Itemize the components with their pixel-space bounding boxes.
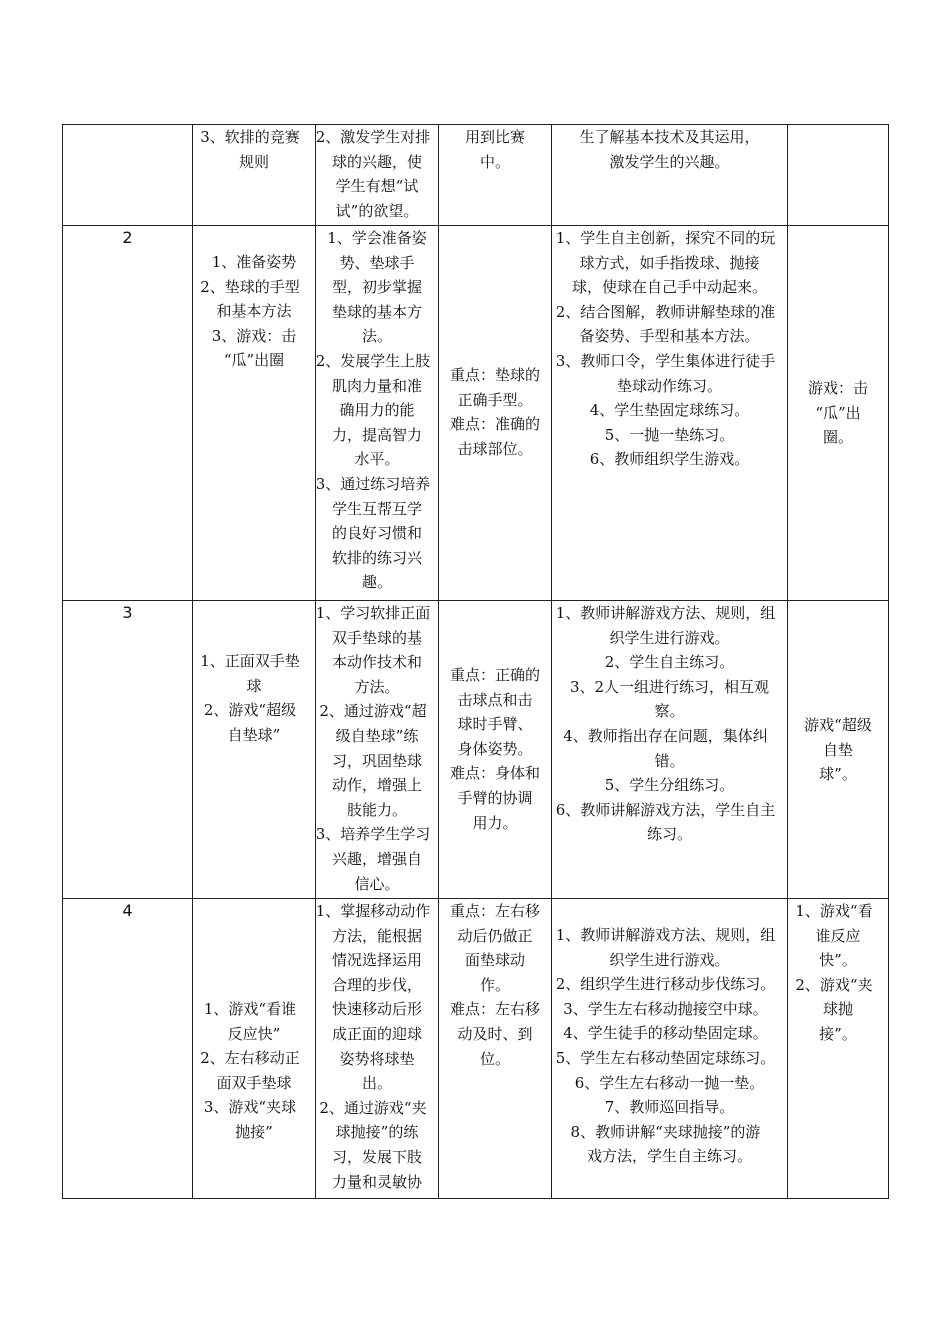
cell-line: 面双手垫球	[216, 1073, 292, 1092]
cell-line: 力，提高智力	[331, 425, 422, 444]
keypoints-cell	[439, 899, 552, 1199]
table-row	[63, 226, 889, 601]
cell-line: 5、学生分组练习。	[604, 776, 735, 795]
lesson-plan-table	[62, 124, 889, 1199]
cell-line: 2、通过游戏“夹	[319, 1098, 427, 1117]
cell-line: 接”。	[819, 1024, 857, 1043]
cell-line: 手臂的协调	[457, 788, 533, 807]
content-cell	[193, 125, 316, 226]
cell-line: 垫球动作练习。	[616, 376, 722, 395]
cell-line: 重点：正确的	[449, 666, 540, 684]
cell-line: 球方式，如手指拨球、抛接	[579, 253, 760, 272]
cell-line: 4、学生垫固定球练习。	[589, 401, 750, 420]
cell-line: 球时手臂、	[457, 715, 533, 734]
cell-line: 的良好习惯和	[331, 524, 422, 543]
cell-line: 察。	[654, 702, 685, 721]
cell-line: 2、学生自主练习。	[604, 653, 735, 672]
cell-line: 球”。	[819, 765, 857, 784]
methods-cell	[552, 601, 788, 899]
lesson-number-cell: 2	[63, 226, 193, 601]
content-cell	[193, 601, 316, 899]
cell-line: 7、教师巡回指导。	[604, 1098, 735, 1117]
cell-line: 自垫	[822, 740, 853, 759]
cell-line: 确用力的能	[339, 401, 415, 420]
goals-cell	[316, 899, 439, 1199]
cell-line: 信心。	[354, 874, 400, 893]
cell-line: 重点：垫球的	[449, 366, 540, 384]
cell-line: 1、学习软排正面	[315, 604, 431, 622]
cell-line: 自垫球”	[227, 725, 281, 744]
activity-cell	[788, 226, 889, 601]
cell-line: 织学生进行游戏。	[609, 628, 730, 647]
cell-line: 和基本方法	[216, 302, 292, 321]
cell-line: 肢能力。	[346, 800, 407, 819]
cell-line: 1、正面双手垫	[200, 652, 300, 670]
cell-line: 3、游戏“夹球	[203, 1098, 297, 1117]
cell-line: 垫球的基本方	[331, 302, 422, 321]
content-cell	[193, 226, 316, 601]
cell-line: 2、激发学生对排	[315, 128, 431, 146]
cell-line: 方法，能根据	[331, 926, 422, 945]
goals-cell	[316, 125, 439, 226]
cell-line: 作。	[479, 975, 510, 994]
cell-line: 5、一抛一垫练习。	[604, 425, 735, 444]
cell-line: 势、垫球手	[339, 253, 415, 272]
cell-line: 1、游戏“看谁	[203, 1000, 297, 1018]
cell-line: 动后仍做正	[457, 926, 533, 945]
cell-line: 3、软排的竞赛	[200, 128, 300, 146]
cell-line: 习，发展下肢	[331, 1147, 422, 1166]
cell-line: 动作，增强上	[331, 776, 422, 795]
cell-line: 2、游戏“夹	[795, 975, 873, 994]
cell-line: 6、教师讲解游戏方法，学生自主	[555, 800, 776, 819]
cell-line: 6、教师组织学生游戏。	[589, 450, 750, 469]
keypoints-cell	[439, 226, 552, 601]
cell-line: 合理的步伐，	[331, 975, 422, 994]
table-row	[63, 125, 889, 226]
cell-line: 级自垫球”练	[335, 726, 419, 745]
cell-line: 中。	[479, 152, 510, 171]
cell-line: 4、教师指出存在问题，集体纠	[563, 726, 768, 745]
cell-line: 5、学生左右移动垫固定球练习。	[555, 1048, 776, 1067]
cell-line: “瓜”出圈	[223, 351, 285, 370]
cell-line: 情况选择运用	[331, 951, 422, 970]
cell-line: 双手垫球的基	[331, 628, 422, 647]
cell-line: 生了解基本技术及其运用，	[579, 128, 760, 146]
cell-line: 4、学生徒手的移动垫固定球。	[563, 1024, 768, 1043]
cell-line: 2、左右移动正	[200, 1049, 300, 1068]
cell-line: 本动作技术和	[331, 653, 422, 672]
cell-line: 2、结合图解，教师讲解垫球的准	[555, 302, 776, 321]
cell-line: 法。	[361, 327, 392, 346]
cell-line: 1、教师讲解游戏方法、规则，组	[555, 926, 776, 944]
cell-line: 3、培养学生学习	[315, 825, 431, 844]
cell-line: 1、学会准备姿	[327, 229, 427, 247]
cell-line: 正确手型。	[457, 390, 533, 409]
keypoints-cell	[439, 601, 552, 899]
cell-line: 2、组织学生进行移动步伐练习。	[555, 975, 776, 994]
cell-line: 球抛接”的练	[335, 1123, 419, 1142]
cell-line: 肌肉力量和准	[331, 376, 422, 395]
cell-line: 身体姿势。	[457, 739, 533, 758]
cell-line: 规则	[238, 152, 269, 171]
cell-line: 位。	[479, 1049, 510, 1068]
cell-line: 1、学生自主创新，探究不同的玩	[555, 229, 776, 247]
cell-line: 难点：身体和	[449, 764, 540, 783]
cell-line: 游戏：击	[807, 379, 868, 397]
content-cell	[193, 899, 316, 1199]
cell-line: 球	[246, 676, 262, 695]
cell-line: 练习。	[646, 825, 692, 844]
cell-line: 型，初步掌握	[331, 278, 422, 297]
cell-line: 动及时、到	[457, 1024, 533, 1043]
cell-line: 方法。	[354, 677, 400, 696]
cell-line: 难点：准确的	[449, 415, 540, 434]
cell-line: 2、通过游戏“超	[319, 702, 427, 721]
cell-line: 激发学生的兴趣。	[609, 152, 730, 171]
cell-line: 1、掌握移动动作	[315, 902, 431, 920]
cell-line: 成正面的迎球	[331, 1024, 422, 1043]
cell-line: 2、垫球的手型	[200, 277, 300, 296]
cell-line: 备姿势、手型和基本方法。	[579, 327, 760, 346]
cell-line: 3、学生左右移动抛接空中球。	[563, 999, 768, 1018]
cell-line: 抛接”	[235, 1122, 273, 1141]
cell-line: 错。	[654, 751, 685, 770]
cell-line: 兴趣，增强自	[331, 849, 422, 868]
cell-line: 3、游戏：击	[211, 326, 297, 345]
goals-cell	[316, 226, 439, 601]
cell-line: 出。	[361, 1074, 392, 1093]
methods-cell	[552, 125, 788, 226]
cell-line: 趣。	[361, 573, 392, 592]
cell-line: 重点：左右移	[449, 902, 540, 920]
lesson-number-cell	[63, 125, 193, 226]
cell-line: 1、准备姿势	[211, 253, 297, 271]
lesson-number-cell: 3	[63, 601, 193, 899]
cell-line: 3、通过练习培养	[315, 474, 431, 493]
cell-line: 快”。	[819, 951, 857, 970]
lesson-number-cell: 4	[63, 899, 193, 1199]
cell-line: 1、教师讲解游戏方法、规则，组	[555, 604, 776, 622]
methods-cell	[552, 226, 788, 601]
cell-line: 软排的练习兴	[331, 548, 422, 567]
cell-line: “瓜”出	[815, 403, 861, 422]
keypoints-cell	[439, 125, 552, 226]
cell-line: 力量和灵敏协	[331, 1172, 422, 1191]
table-row	[63, 601, 889, 899]
cell-line: 学生互帮互学	[331, 499, 422, 518]
cell-line: 快速移动后形	[331, 1000, 422, 1019]
cell-line: 6、学生左右移动一抛一垫。	[574, 1073, 765, 1092]
cell-line: 圈。	[822, 428, 853, 447]
table-row	[63, 899, 889, 1199]
cell-line: 3、教师口令，学生集体进行徒手	[555, 351, 776, 370]
cell-line: 8、教师讲解“夹球抛接”的游	[570, 1122, 761, 1141]
cell-line: 3、2人一组进行练习，相互观	[569, 677, 770, 696]
cell-line: 姿势将球垫	[339, 1049, 415, 1068]
cell-line: 戏方法，学生自主练习。	[586, 1147, 752, 1166]
cell-line: 水平。	[354, 450, 400, 469]
cell-line: 反应快”	[227, 1024, 281, 1043]
cell-line: 习，巩固垫球	[331, 751, 422, 770]
cell-line: 织学生进行游戏。	[609, 950, 730, 969]
goals-cell	[316, 601, 439, 899]
cell-line: 用力。	[472, 813, 518, 832]
cell-line: 2、发展学生上肢	[315, 351, 431, 370]
cell-line: 击球部位。	[457, 439, 533, 458]
cell-line: 游戏“超级	[804, 716, 872, 734]
cell-line: 2、游戏“超级	[203, 701, 297, 720]
activity-cell	[788, 601, 889, 899]
activity-cell	[788, 125, 889, 226]
cell-line: 难点：左右移	[449, 1000, 540, 1019]
methods-cell	[552, 899, 788, 1199]
cell-line: 面垫球动	[464, 951, 525, 970]
cell-line: 谁反应	[815, 926, 861, 945]
cell-line: 球的兴趣，使	[331, 152, 422, 171]
cell-line: 学生有想“试	[335, 177, 419, 196]
cell-line: 用到比赛	[464, 128, 525, 146]
cell-line: 击球点和击	[457, 690, 533, 709]
activity-cell	[788, 899, 889, 1199]
cell-line: 球抛	[822, 1000, 853, 1019]
cell-line: 球，使球在自己手中动起来。	[571, 278, 767, 297]
cell-line: 试”的欲望。	[335, 201, 419, 220]
cell-line: 1、游戏“看	[795, 902, 873, 920]
